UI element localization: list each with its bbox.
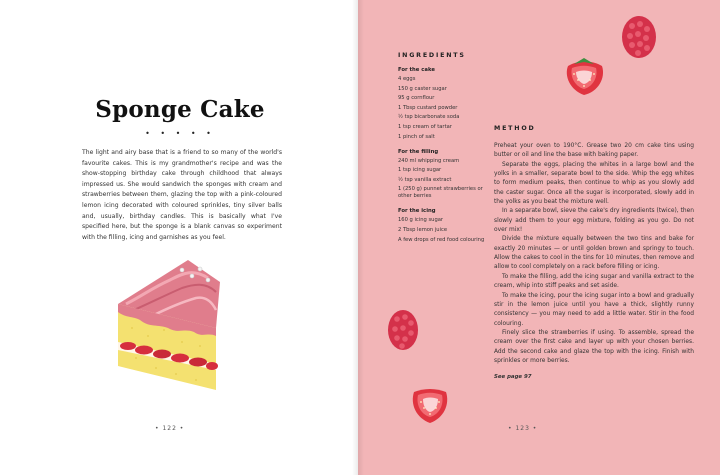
raspberry-illustration — [384, 306, 422, 352]
method-section — [494, 125, 694, 380]
page-number-left: • 122 • — [155, 425, 185, 432]
ingredient-item: ½ tsp vanilla extract — [398, 176, 452, 183]
ingredient-item: 4 eggs — [398, 76, 416, 82]
ingredient-item: 1 tsp cream of tartar — [398, 123, 452, 130]
ingredients-heading: INGREDIENTS — [398, 52, 466, 59]
see-page-reference: See page 97 — [494, 374, 532, 381]
book-gutter — [352, 0, 364, 475]
ingredient-item: 2 Tbsp lemon juice — [398, 226, 448, 233]
method-step: To make the filling, add the icing sugar and vanilla extract to the cream, whip into stiff peaks and set aside. — [494, 273, 694, 290]
method-step: Finely slice the strawberries if using. To assemble, spread the cream over the first cake and layer up with your chosen berries. Add the second cake and glaze the top with the icing. Finish with sprinkles or more berries. — [494, 329, 694, 364]
ingredient-item: 95 g cornflour — [398, 95, 435, 102]
method-step: In a separate bowl, sieve the cake's dry ingredients (twice), then slowly add them to your egg mixture, folding as you go. Do not over mix! — [494, 208, 694, 234]
strawberry-illustration — [408, 386, 452, 426]
ingredient-item: 1 pinch of salt — [398, 133, 435, 140]
title-ornament: • • • • • — [145, 129, 215, 138]
raspberry-illustration — [618, 12, 660, 60]
method-heading: METHOD — [494, 125, 536, 132]
ingredient-item: 240 ml whipping cream — [398, 157, 460, 164]
method-step: Divide the mixture equally between the two tins and bake for exactly 20 minutes — or until golden brown and springy to touch. Allow the cakes to cool in the tins for 10 minutes, then remove and allow to cool completely on a rack before filling or icing. — [494, 236, 694, 271]
ingredient-item: 1 Tbsp custard powder — [398, 104, 458, 111]
ingredient-item: 150 g caster sugar — [398, 85, 447, 92]
sponge-cake-slice-illustration — [112, 258, 224, 390]
left-page — [0, 0, 358, 475]
ingredient-item: 1 (250 g) punnet strawberries or other berries — [398, 186, 483, 200]
ingredient-item: A few drops of red food colouring — [398, 236, 485, 243]
page-number-right: • 123 • — [508, 425, 538, 432]
method-step: Preheat your oven to 190°C. Grease two 20 cm cake tins using butter or oil and line the base with baking paper. — [494, 143, 694, 159]
ingredient-section-title: For the cake — [398, 67, 435, 73]
strawberry-illustration — [562, 56, 608, 98]
ingredient-item: ½ tsp bicarbonate soda — [398, 114, 460, 121]
method-step: Separate the eggs, placing the whites in a large bowl and the yolks in a smaller, separate bowl to the side. Whip the egg whites to form medium peaks, then continue to whip as you slowly add the caster sugar. Once all the sugar is incorporated, slowly add in the yolks as you beat the mixture well. — [494, 161, 694, 206]
ingredients-list — [398, 52, 498, 246]
ingredient-section-title: For the icing — [398, 208, 436, 215]
ingredient-section-title: For the filling — [398, 148, 439, 155]
ingredient-item: 160 g icing sugar — [398, 217, 444, 224]
method-step: To make the icing, pour the icing sugar into a bowl and gradually stir in the lemon juice until you have a thick, slightly runny consistency — you may need to add a little water. Stir in the food colouring. — [494, 292, 694, 327]
recipe-intro: The light and airy base that is a friend to so many of the world's favourite cakes. This is my grandmother's recipe and was the show-stopping birthday cake through childhood that always impressed us. She would sandwich the sponges with cream and strawberries between them, glazing the top with a pink-coloured lemon icing decorated with coloured sprinkles, tiny silver balls and, usually, birthday candles. This is basically what I've specified here, but the sponge is a blank canvas so experiment with the filling, icing and garnishes as you feel. — [82, 149, 282, 241]
ingredient-item: 1 tsp icing sugar — [398, 167, 442, 174]
recipe-title: Sponge Cake — [95, 96, 265, 123]
